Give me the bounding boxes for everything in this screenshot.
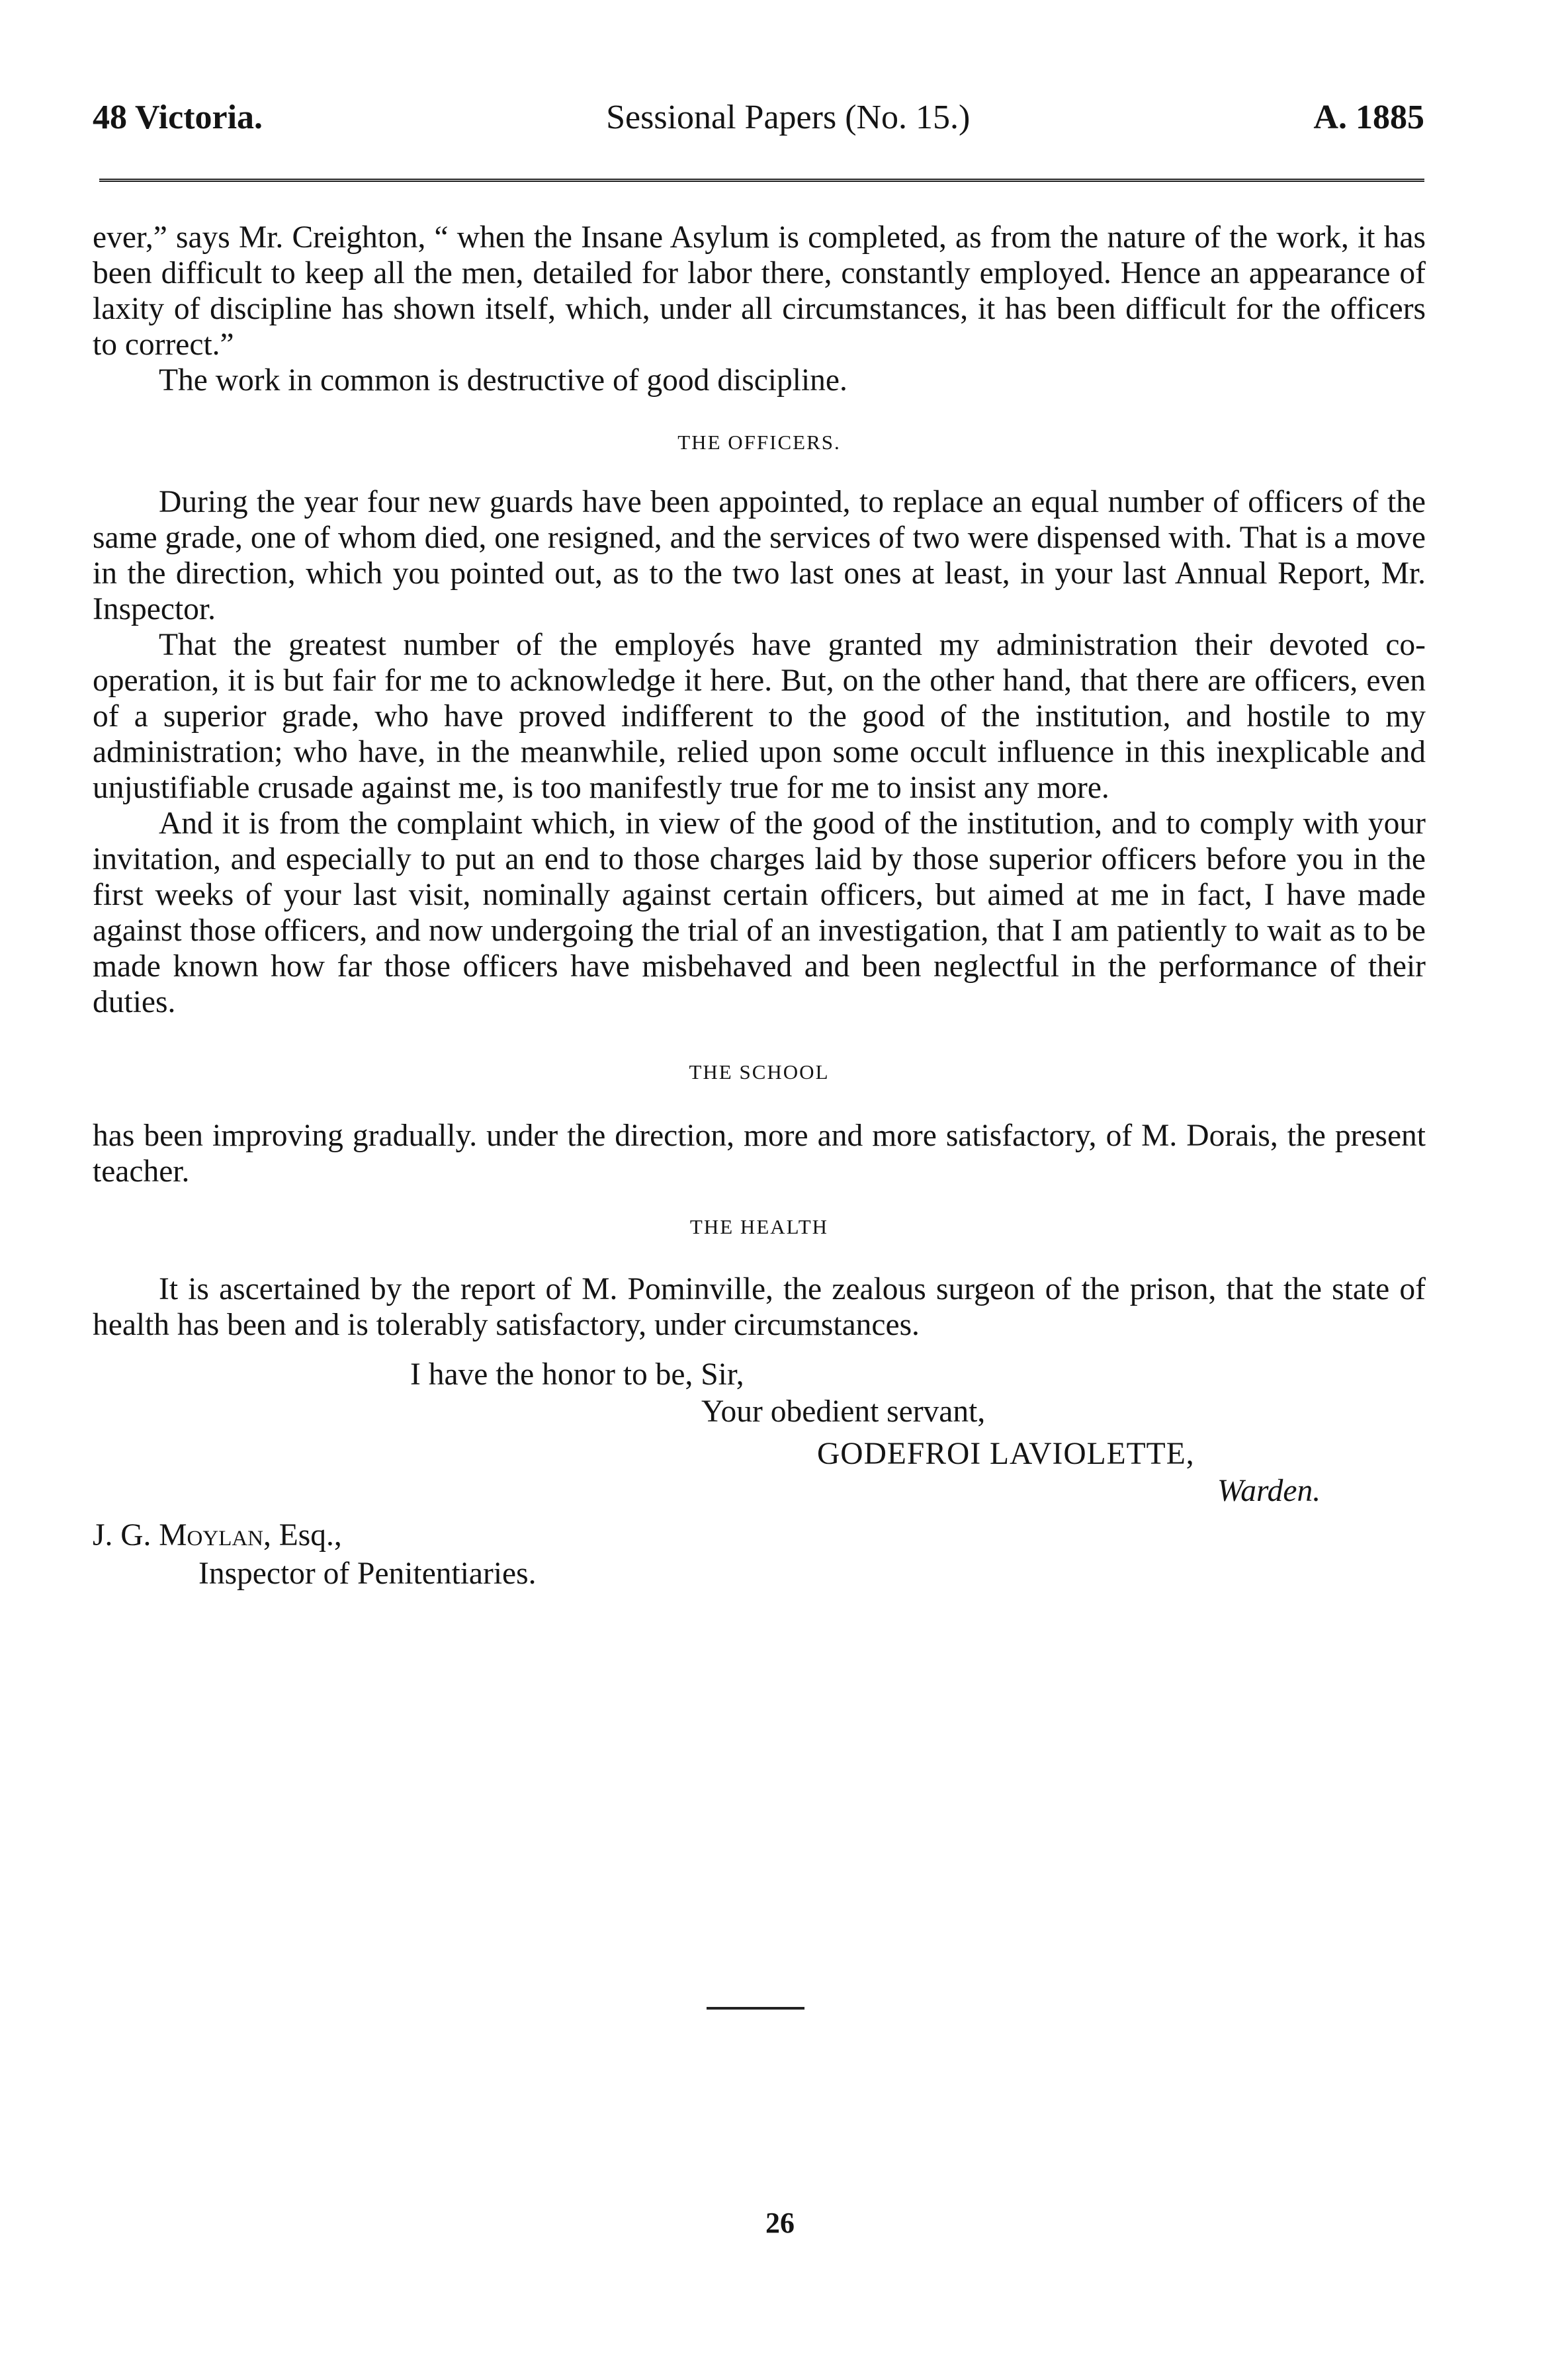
addressee-initials: J. G. <box>93 1518 159 1552</box>
addressee-surname: Moylan <box>159 1518 264 1552</box>
header-volume: 48 Victoria. <box>93 99 263 136</box>
footer-rule <box>707 2007 804 2010</box>
signature-title: Warden. <box>1217 1474 1321 1508</box>
header-year: A. 1885 <box>1313 99 1424 136</box>
paragraph-school: has been improving gradually. under the direction, more and more satisfactory, of M. Dorais, the present teacher. <box>93 1119 1426 1189</box>
section-heading-officers: THE OFFICERS. <box>677 431 841 454</box>
page-number: 26 <box>765 2207 795 2239</box>
header-title: Sessional Papers (No. 15.) <box>606 99 971 136</box>
section-heading-health: THE HEALTH <box>689 1215 829 1238</box>
addressee-block <box>93 1516 1426 1593</box>
paragraph-continued-quote: ever,” says Mr. Creighton, “ when the Insane Asylum is completed, as from the nature of the work, it has been difficult to keep all the men, detailed for labor there, constantly employed. Hence an appearance of laxity of discipline has shown itself, which, under all circumstances, it has been difficult for the officers to correct.” <box>93 220 1426 362</box>
addressee-role: Inspector of Penitentiaries. <box>198 1556 537 1591</box>
paragraph-complaint: And it is from the complaint which, in view of the good of the institution, and to comply with your invitation, and especially to put an end to those charges laid by those superior officers before you in the first weeks of your last visit, nominally against certain officers, but aimed at me in fact, I have made against those officers, and now undergoing the trial of an investigation, that I am patiently to wait as to be made known how far those officers have misbehaved and been neglectful in the performance of their duties. <box>93 806 1426 1019</box>
signature-name: GODEFROI LAVIOLETTE, <box>817 1437 1195 1471</box>
addressee-name <box>93 1516 1426 1554</box>
closing-servant: Your obedient servant, <box>701 1394 986 1429</box>
running-header <box>93 98 1424 151</box>
closing-honor: I have the honor to be, Sir, <box>410 1357 744 1392</box>
paragraph-work-in-common: The work in common is destructive of good discipline. <box>159 363 847 398</box>
header-rule <box>99 179 1424 182</box>
section-heading-school: THE SCHOOL <box>689 1060 830 1084</box>
addressee-suffix: , Esq., <box>263 1518 342 1552</box>
body-text <box>93 220 1426 1593</box>
letter-closing <box>93 1356 1426 1509</box>
paragraph-health: It is ascertained by the report of M. Pominville, the zealous surgeon of the prison, that the state of health has been and is tolerably satisfactory, under circumstances. <box>93 1272 1426 1342</box>
paragraph-employes: That the greatest number of the employés have granted my administration their devoted co-operation, it is but fair for me to acknowledge it here. But, on the other hand, that there are officers, even of a superior grade, who have proved indifferent to the good of the institution, and hostile to my administration; who have, in the meanwhile, relied upon some occult influence in this inexplicable and unjustifiable crusade against me, is too manifestly true for me to insist any more. <box>93 628 1426 805</box>
paragraph-guards: During the year four new guards have been appointed, to replace an equal number of officers of the same grade, one of whom died, one resigned, and the services of two were dispensed with. That is a move in the direction, which you pointed out, as to the two last ones at least, in your last Annual Report, Mr. Inspector. <box>93 485 1426 626</box>
